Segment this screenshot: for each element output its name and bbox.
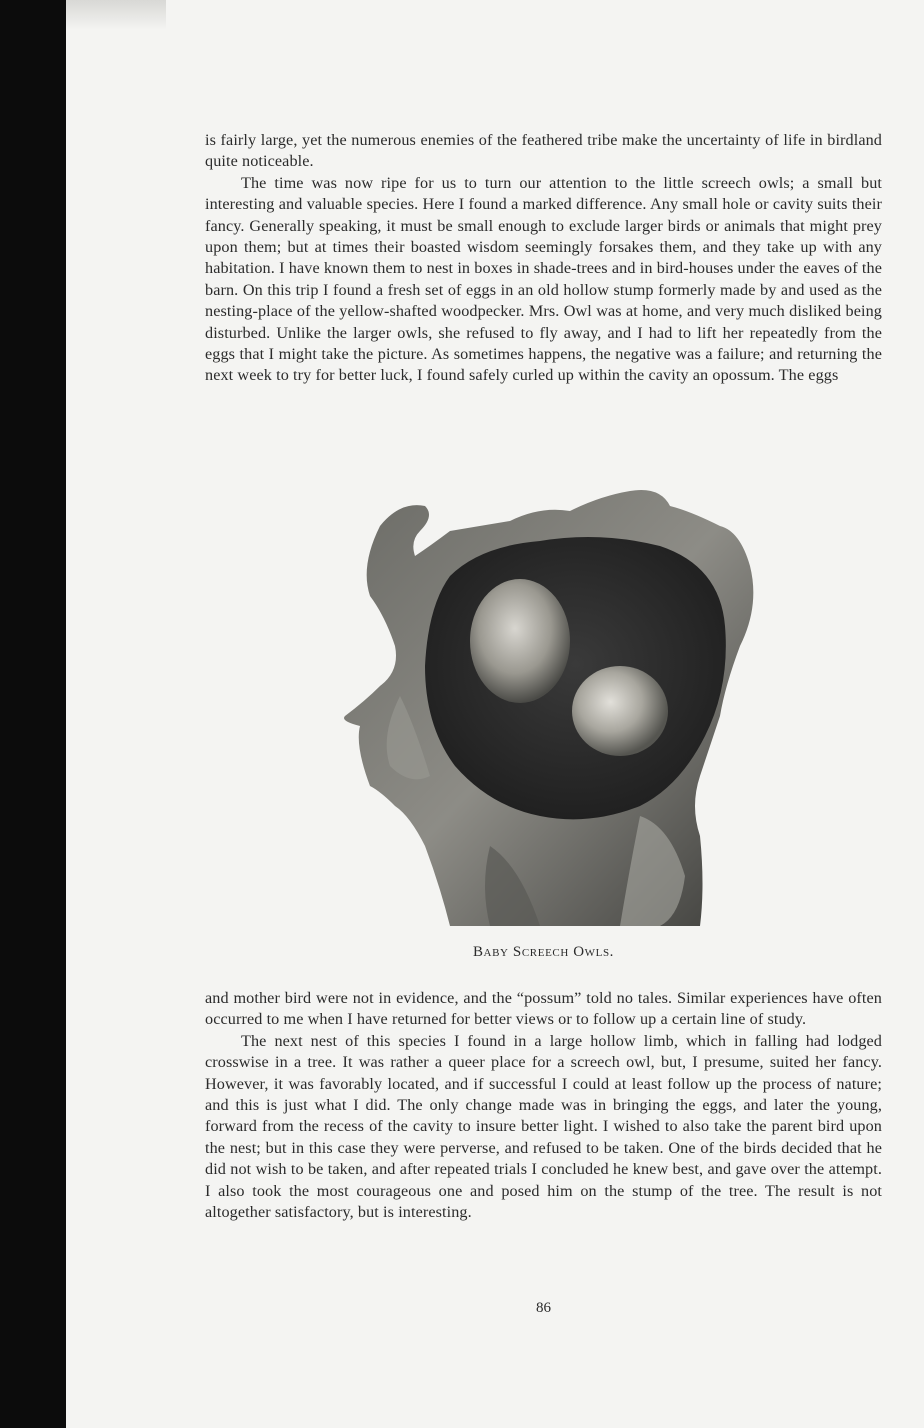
owlet-upper (470, 579, 570, 703)
text-block-top (205, 130, 882, 387)
paragraph-possum: and mother bird were not in evidence, and the “possum” told no tales. Similar experiences have often occurred to me when I have returned for better views or to follow up a certain line of study. (205, 989, 882, 1029)
paragraph-screech-owls: The time was now ripe for us to turn our attention to the little screech owls; a small but interesting and valuable species. Here I found a marked difference. Any small hole or cavity suits their fancy. Generally speaking, it must be small enough to exclude larger birds or animals that might prey upon them; but at times their boasted wisdom seemingly forsakes them, and they take up with any habitation. I have known them to nest in boxes in shade-trees and in bird-houses under the eaves of the barn. On this trip I found a fresh set of eggs in an old hollow stump formerly made by and used as the nesting-place of the yellow-shafted woodpecker. Mrs. Owl was at home, and very much disliked being disturbed. Unlike the larger owls, she refused to fly away, and I had to lift her repeatedly from the eggs that I might take the picture. As sometimes happens, the negative was a failure; and returning the next week to try for better luck, I found safely curled up within the cavity an opossum. The eggs (205, 173, 882, 385)
scan-dark-edge (0, 0, 66, 1428)
photo-baby-screech-owls (340, 486, 770, 926)
paragraph-continuation: is fairly large, yet the numerous enemies of the feathered tribe make the uncertainty of life in birdland quite noticeable. (205, 131, 882, 171)
page-number: 86 (536, 1300, 551, 1316)
paragraph-hollow-limb: The next nest of this species I found in a large hollow limb, which in falling had lodged crosswise in a tree. It was rather a queer place for a screech owl, but, I presume, suited her fancy. However, it was favorably located, and if successful I could at least follow up the process of nature; and this is just what I did. The only change made was in bringing the eggs, and later the young, forward from the recess of the cavity to insure better light. I wished to also take the parent bird upon the nest; but in this case they were perverse, and refused to be taken. One of the birds decided that he did not wish to be taken, and after repeated trials I concluded he knew best, and gave over the attempt. I also took the most courageous one and posed him on the stump of the tree. The result is not altogether satisfactory, but is interesting. (205, 1031, 882, 1222)
owl-photo-illustration (340, 486, 770, 926)
text-block-bottom (205, 988, 882, 1223)
owlet-lower (572, 666, 668, 756)
scan-shadow (66, 0, 166, 30)
figure-caption: Baby Screech Owls. (472, 944, 615, 960)
